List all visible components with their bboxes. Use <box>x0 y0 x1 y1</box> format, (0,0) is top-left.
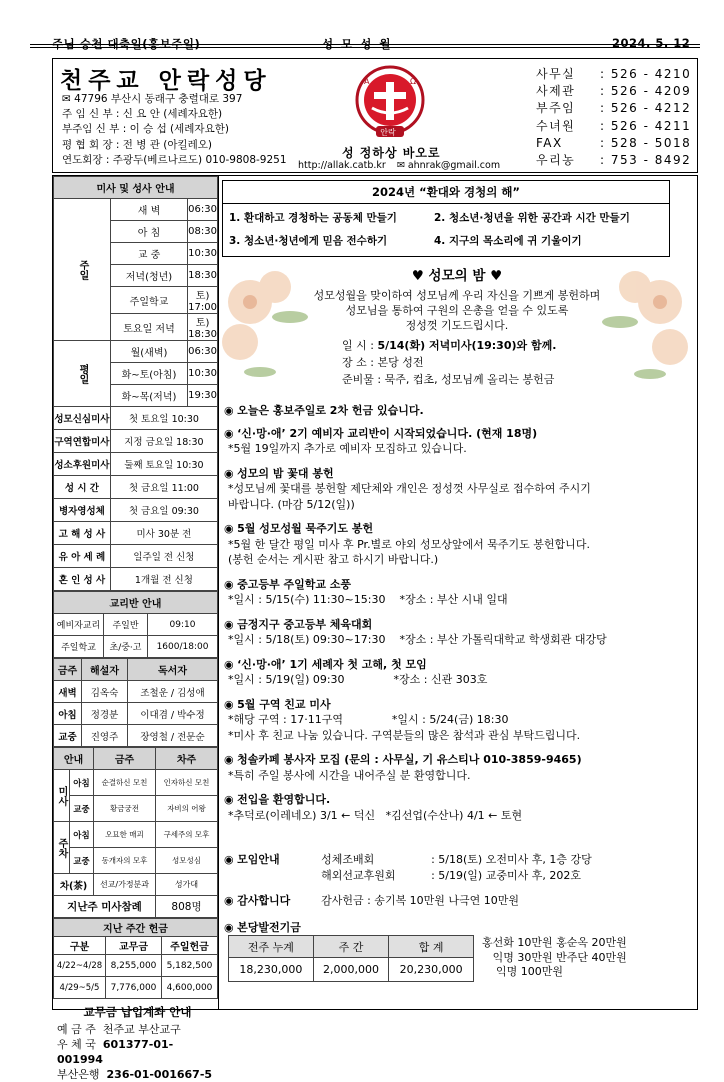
phone-label-text: 사제관 <box>536 84 576 99</box>
class-day: 초/중·고 <box>104 636 148 658</box>
bullet-icon: ◉ <box>224 894 234 907</box>
envelope-icon: ✉ <box>396 160 405 171</box>
class-time: 1600/18:00 <box>148 636 218 658</box>
notice-title: ‘신·망·애’ 2기 예비자 교리반이 시작되었습니다. (현재 18명) <box>237 426 538 440</box>
bank-title: 교무금 납입계좌 안내 <box>83 1005 192 1019</box>
notice-item <box>224 521 696 568</box>
notice-title: 중고등부 주일학교 소풍 <box>237 577 352 591</box>
mass-title: 미사 및 성사 안내 <box>54 177 218 199</box>
header-rule <box>30 44 700 45</box>
staff-info <box>62 92 322 168</box>
mass-name: 월(새벽) <box>110 341 187 363</box>
phone-number[interactable]: : 526 - 4212 <box>600 101 692 116</box>
bullet-icon: ◉ <box>224 404 238 417</box>
fund-donors <box>482 936 627 980</box>
notice-item <box>224 752 696 783</box>
mass-name: 토요일 저녁 <box>110 314 187 341</box>
parish-email[interactable]: ahnrak@gmail.com <box>407 160 501 171</box>
mass-time: 19:30 <box>188 385 218 407</box>
phone-label <box>536 135 598 152</box>
reader-names: 이대겸 / 박수정 <box>128 703 218 725</box>
offering-sunday: 5,182,500 <box>162 955 218 977</box>
mass-name: 아 침 <box>110 221 187 243</box>
post-account: 601377-01-001994 <box>57 1038 174 1066</box>
phone-label-text: 사무실 <box>536 67 576 81</box>
guide-next: 인자하신 모친 <box>156 770 218 796</box>
post-label: 우 체 국 <box>57 1038 96 1051</box>
fund-title: 본당발전기금 <box>237 921 301 934</box>
phone-number[interactable]: : 526 - 4209 <box>600 84 692 99</box>
meeting-info: : 5/18(토) 오전미사 후, 1층 강당 <box>431 853 592 866</box>
guide-sunday-label: 주차 <box>54 822 70 874</box>
notice-title: 5월 구역 친교 미사 <box>237 697 331 711</box>
donor-line: 익명 100만원 <box>496 965 563 978</box>
notice-item <box>224 403 696 419</box>
notice-item <box>224 657 696 688</box>
bullet-icon: ◉ <box>224 577 238 591</box>
mass-schedule-table <box>53 176 218 591</box>
mass-name: 화~토(아침) <box>110 363 187 385</box>
donor-line: 익명 30만원 반주단 40만원 <box>492 950 627 964</box>
month-label: 성 모 성 월 <box>322 37 393 51</box>
notice-title-row <box>224 577 696 593</box>
sacrament-name: 고 해 성 사 <box>54 522 111 545</box>
notice-title: 오늘은 홍보주일로 2차 헌금 있습니다. <box>237 404 424 417</box>
mass-slot: 교중 <box>54 725 82 747</box>
notice-detail: *5월 한 달간 평일 미사 후 Pr.별로 야외 성모상앞에서 묵주기도 봉헌합니다. <box>228 537 590 551</box>
notice-detail: *미사 후 친교 나눔 있습니다. 구역분들의 많은 참석과 관심 부탁드립니다. <box>228 728 581 742</box>
phone-number[interactable]: : 526 - 4211 <box>600 118 692 133</box>
guide-next: 자비의 어왕 <box>156 796 218 822</box>
readers-header: 해설자 <box>82 659 128 681</box>
sunday-label: 주일 <box>54 199 111 341</box>
svg-text:Ω: Ω <box>410 77 417 86</box>
guide-slot: 교중 <box>70 796 94 822</box>
offering-dues: 8,255,000 <box>106 955 162 977</box>
mass-name: 새 벽 <box>110 199 187 221</box>
sacrament-time: 1개월 전 신청 <box>110 568 217 591</box>
theme-item: 4. 지구의 목소리에 귀 기울이기 <box>434 235 582 247</box>
mail-icon: ✉ <box>62 93 71 105</box>
mary-night-section <box>224 264 690 388</box>
mass-time: 10:30 <box>188 363 218 385</box>
council-president: 평 협 회 장 : 전 병 관 (아킬레오) <box>62 138 213 151</box>
mass-time: 토) 18:30 <box>188 314 218 341</box>
offering-period: 4/22~4/28 <box>54 955 106 977</box>
notice-detail: *추덕로(이레네오) 3/1 ← 덕신 *김선업(수산나) 4/1 ← 토현 <box>228 808 523 822</box>
bank-label: 부산은행 <box>57 1068 100 1081</box>
notice-item <box>224 697 696 744</box>
tea-label: 차(茶) <box>54 874 94 896</box>
readers-header: 금주 <box>54 659 82 681</box>
notice-detail: *해당 구역 : 17·11구역 *일시 : 5/24(금) 18:30 <box>228 713 509 726</box>
bank-account: 236-01-001667-5 <box>106 1068 213 1081</box>
weekday-label: 평일 <box>54 341 111 407</box>
sacrament-name: 혼 인 성 사 <box>54 568 111 591</box>
notice-title-row <box>224 403 696 419</box>
logo-text: 안락 <box>380 128 396 137</box>
class-name: 주일학교 <box>54 636 104 658</box>
parish-url[interactable]: http://allak.catb.kr <box>298 160 386 171</box>
thanks <box>224 893 696 909</box>
mass-slot: 새벽 <box>54 681 82 703</box>
guide-next: 구세주의 모후 <box>156 822 218 848</box>
guide-slot: 아침 <box>70 770 94 796</box>
theme-title: 2024년 “환대와 경청의 해” <box>371 185 520 199</box>
mary-night-title: ♥ 성모의 밤 ♥ <box>411 268 503 284</box>
meeting-name: 성체조배회 <box>321 853 375 866</box>
account-holder: 천주교 부산교구 <box>102 1023 181 1036</box>
issue-date: 2024. 5. 12 <box>612 36 691 50</box>
mass-name: 저녁(청년) <box>110 265 187 287</box>
commentator: 김옥숙 <box>82 681 128 703</box>
notice-title: ‘신·망·애’ 1기 세례자 첫 고해, 첫 모임 <box>237 657 427 671</box>
notice-detail: *성모님께 꽃대를 봉헌할 제단체와 개인은 정성껏 사무실로 접수하여 주시기 <box>228 482 591 495</box>
fund-header: 합 계 <box>389 936 474 958</box>
sacrament-time: 둘째 토요일 10:30 <box>110 453 217 476</box>
attendance-label: 지난주 미사참례 <box>54 896 156 918</box>
notice-detail: *5월 19일까지 추가로 예비자 모집하고 있습니다. <box>228 442 467 455</box>
mary-night-line: 성모님을 통하여 구원의 은총을 얻을 수 있도록 <box>345 304 569 317</box>
mass-name: 화~목(저녁) <box>110 385 187 407</box>
guide-this: 오묘한 매괴 <box>94 822 156 848</box>
where-label: 장 소 : <box>342 356 374 369</box>
offering-dues: 7,776,000 <box>106 977 162 999</box>
mary-night-line: 정성껏 기도드립시다. <box>405 319 509 332</box>
notice-title-row <box>224 752 696 768</box>
meetings <box>224 852 696 883</box>
offering-header: 교무금 <box>106 937 162 955</box>
phone-label-text: 수녀원 <box>536 118 576 133</box>
sacrament-name: 유 아 세 례 <box>54 545 111 568</box>
guide-next: 성모성심 <box>156 848 218 874</box>
mass-slot: 아침 <box>54 703 82 725</box>
phone-number[interactable]: : 526 - 4210 <box>600 67 692 81</box>
reader-names: 조철운 / 김성애 <box>128 681 218 703</box>
notice-list <box>224 403 696 832</box>
offering-title: 지난 주간 헌금 <box>54 919 218 937</box>
notice-detail: *특히 주일 봉사에 시간을 내어주실 분 환영합니다. <box>228 768 471 782</box>
phone-label <box>536 66 598 83</box>
theme-item: 1. 환대하고 경청하는 공동체 만들기 <box>229 212 397 224</box>
bullet-icon: ◉ <box>224 657 238 671</box>
reader-names: 장영철 / 전문순 <box>128 725 218 747</box>
notice-title-row <box>224 521 696 537</box>
guide-header: 금주 <box>94 748 156 770</box>
notice-title-row <box>224 657 696 673</box>
class-name: 예비자교리 <box>54 614 104 636</box>
patron-saint: 성 정하상 바오로 <box>342 146 441 160</box>
prep-label: 준비물 : <box>342 373 382 386</box>
phone-row <box>536 66 691 83</box>
notice-detail: *일시 : 5/18(토) 09:30~17:30 *장소 : 부산 가톨릭대학교 학생회관 대강당 <box>228 633 607 646</box>
offering-header: 주일헌금 <box>162 937 218 955</box>
phone-row <box>536 83 691 100</box>
sacrament-time: 첫 금요일 09:30 <box>110 499 217 522</box>
phone-label-text: FAX <box>536 135 563 150</box>
notice-title-row <box>224 617 696 633</box>
phone-label <box>536 152 598 169</box>
bullet-icon: ◉ <box>224 853 234 866</box>
mass-name: 교 중 <box>110 243 187 265</box>
event-time: 5/14(화) 저녁미사(19:30)와 함께. <box>377 339 557 352</box>
parish-name: 천주교 안락성당 <box>60 67 272 94</box>
mary-night-line: 성모성월을 맞이하여 성모님께 우리 자신을 기쁘게 봉헌하며 <box>313 289 601 302</box>
offering-table <box>53 918 218 999</box>
bullet-icon: ◉ <box>224 426 238 440</box>
notice-detail: 바랍니다. (마감 5/12(일)) <box>228 497 355 511</box>
guide-this: 황금궁전 <box>94 796 156 822</box>
building-fund <box>224 920 696 936</box>
notice-detail: *일시 : 5/15(수) 11:30~15:30 *장소 : 부산 시내 일대 <box>228 593 508 606</box>
bullet-icon: ◉ <box>224 617 238 631</box>
bullet-icon: ◉ <box>224 793 238 806</box>
thanks-title: 감사합니다 <box>237 894 291 907</box>
pastor: 주 임 신 부 : 신 요 안 (세례자요한) <box>62 108 223 121</box>
bullet-icon: ◉ <box>224 466 238 480</box>
notice-item <box>224 466 696 513</box>
left-column <box>53 176 218 1082</box>
phone-row <box>536 118 691 135</box>
sacrament-time: 미사 30분 전 <box>110 522 217 545</box>
commentator: 정경분 <box>82 703 128 725</box>
guide-this: 순결하신 모친 <box>94 770 156 796</box>
event-items: 묵주, 컵초, 성모님께 올리는 봉헌금 <box>384 373 555 386</box>
guide-slot: 아침 <box>70 822 94 848</box>
svg-text:A: A <box>364 77 370 86</box>
notice-title: 성모의 밤 꽃대 봉헌 <box>237 466 334 480</box>
phone-label <box>536 118 598 135</box>
bullet-icon: ◉ <box>224 921 234 934</box>
memorial-head: 연도회장 : 주광두(베르나르도) 010-9808-9251 <box>62 153 287 166</box>
when-label: 일 시 : <box>342 339 374 352</box>
phone-row <box>536 135 691 152</box>
thanks-text: 감사헌금 : 송기복 10만원 나극연 10만원 <box>321 894 520 907</box>
phone-row <box>536 100 691 117</box>
sacrament-name: 성 시 간 <box>54 476 111 499</box>
address: 47796 부산시 동래구 충렬대로 397 <box>74 93 243 105</box>
notice-title: 금정지구 중고등부 체육대회 <box>237 617 373 631</box>
phone-list <box>536 66 691 169</box>
offering-period: 4/29~5/5 <box>54 977 106 999</box>
sacrament-time: 첫 토요일 10:30 <box>110 407 217 430</box>
bullet-icon: ◉ <box>224 522 238 535</box>
sacrament-name: 성소후원미사 <box>54 453 111 476</box>
header-rule-thin <box>30 47 700 48</box>
phone-label <box>536 83 598 100</box>
phone-number[interactable]: : 528 - 5018 <box>600 135 692 150</box>
notice-detail: *일시 : 5/19(일) 09:30 *장소 : 신관 303호 <box>228 673 488 686</box>
offering-header: 구분 <box>54 937 106 955</box>
phone-label-text: 우리농 <box>536 153 576 168</box>
donor-line: 홍선화 10만원 홍순옥 20만원 <box>482 936 627 949</box>
phone-number[interactable]: : 753 - 8492 <box>600 153 692 168</box>
guide-this: 동개자의 모후 <box>94 848 156 874</box>
assistant-pastor: 부주임 신 부 : 이 승 섭 (세례자요한) <box>62 123 229 136</box>
catechism-title: 교리반 안내 <box>54 592 218 614</box>
sacrament-name: 구역연합미사 <box>54 430 111 453</box>
readers-table <box>53 658 218 747</box>
guide-slot: 교중 <box>70 848 94 874</box>
contact-links <box>298 160 500 171</box>
sacrament-name: 성모신심미사 <box>54 407 111 430</box>
notice-item <box>224 577 696 608</box>
mass-time: 08:30 <box>188 221 218 243</box>
notice-title-row <box>224 466 696 482</box>
mass-time: 토) 17:00 <box>188 287 218 314</box>
fund-table <box>228 935 474 982</box>
notice-title: 전입을 환영합니다. <box>237 793 331 806</box>
fund-header: 전주 누계 <box>229 936 314 958</box>
catechism-table <box>53 591 218 658</box>
bullet-icon: ◉ <box>224 697 238 711</box>
phone-row <box>536 152 691 169</box>
phone-label-text: 부주임 <box>536 101 576 116</box>
event-place: 본당 성전 <box>377 356 424 369</box>
column-divider <box>218 175 219 1010</box>
sacrament-time: 첫 금요일 11:00 <box>110 476 217 499</box>
mass-time: 06:30 <box>188 341 218 363</box>
feast-label: 주님 승천 대축일(홍보주일) <box>52 37 201 51</box>
mass-time: 10:30 <box>188 243 218 265</box>
meeting-name: 해외선교후원회 <box>321 868 396 882</box>
phone-label <box>536 100 598 117</box>
guide-header: 차주 <box>156 748 218 770</box>
mass-time: 06:30 <box>188 199 218 221</box>
class-day: 주일반 <box>104 614 148 636</box>
meetings-title: 모임안내 <box>237 853 280 866</box>
notice-title-row <box>224 792 696 808</box>
bullet-icon: ◉ <box>224 753 238 766</box>
fund-value: 18,230,000 <box>229 958 314 982</box>
notice-item <box>224 426 696 457</box>
notice-item <box>224 617 696 648</box>
commentator: 진영주 <box>82 725 128 747</box>
fund-header: 주 간 <box>313 936 388 958</box>
sacrament-name: 병자영성체 <box>54 499 111 522</box>
notice-title: 5월 성모성월 묵주기도 봉헌 <box>237 522 374 535</box>
theme-item: 3. 청소년·청년에게 믿음 전수하기 <box>229 235 388 247</box>
fund-value: 20,230,000 <box>389 958 474 982</box>
notice-title-row <box>224 697 696 713</box>
mass-time: 18:30 <box>188 265 218 287</box>
fund-value: 2,000,000 <box>313 958 388 982</box>
notice-item <box>224 792 696 823</box>
guide-table <box>53 747 218 918</box>
readers-header: 독서자 <box>128 659 218 681</box>
notice-title-row <box>224 426 696 442</box>
holder-label: 예 금 주 <box>57 1023 96 1036</box>
tea-this: 선교/가정분과 <box>94 874 156 896</box>
class-time: 09:10 <box>148 614 218 636</box>
sacrament-time: 지정 금요일 18:30 <box>110 430 217 453</box>
mass-name: 주일학교 <box>110 287 187 314</box>
attendance-value: 808명 <box>156 896 218 918</box>
offering-sunday: 4,600,000 <box>162 977 218 999</box>
notice-detail: (봉헌 순서는 게시판 참고 하시기 바랍니다.) <box>228 553 439 566</box>
theme-item: 2. 청소년·청년을 위한 공간과 시간 만들기 <box>434 212 630 224</box>
guide-mass-label: 미사 <box>54 770 70 822</box>
sacrament-time: 일주일 전 신청 <box>110 545 217 568</box>
bank-info <box>53 999 218 1082</box>
tea-next: 성가대 <box>156 874 218 896</box>
notice-title: 청솔카페 봉사자 모집 (문의 : 사무실, 기 유스티나 010-3859-9465) <box>237 753 582 766</box>
guide-header: 안내 <box>54 748 94 770</box>
meeting-info: : 5/19(일) 교중미사 후, 202호 <box>431 868 581 882</box>
year-theme-box <box>222 180 670 257</box>
